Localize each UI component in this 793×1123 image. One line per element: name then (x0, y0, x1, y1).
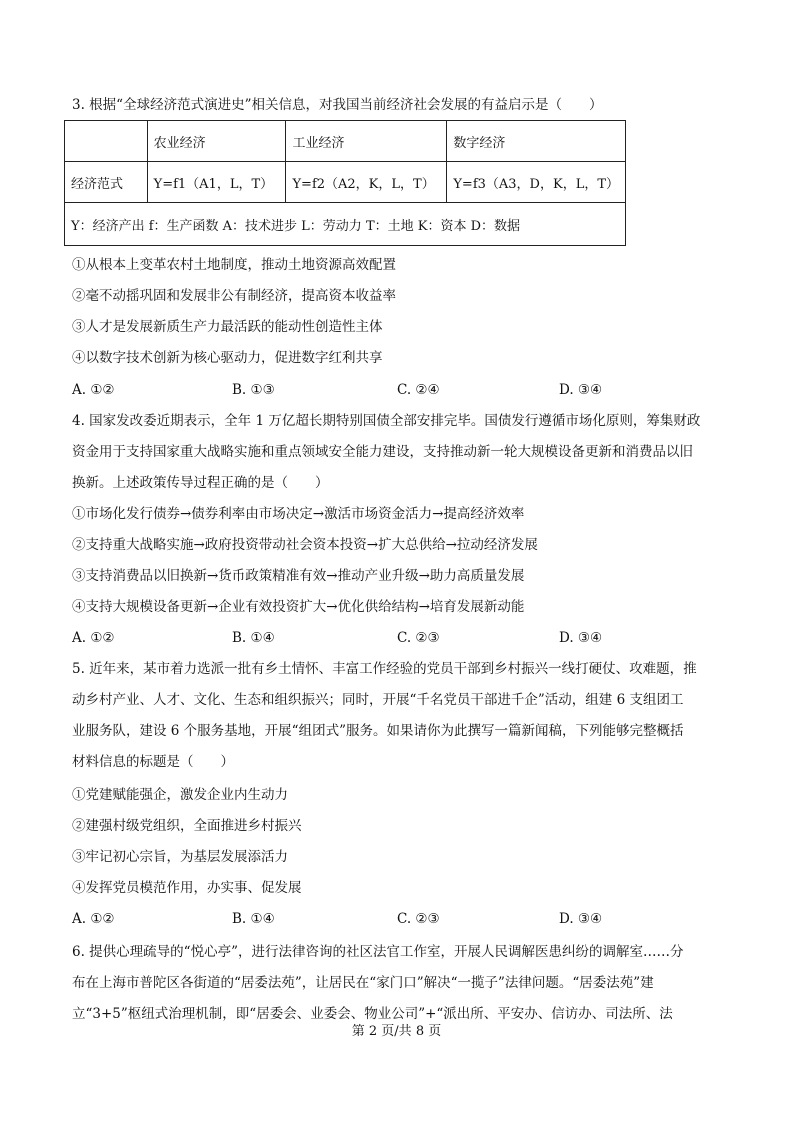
table-header-cell: 数字经济 (447, 121, 626, 162)
option-c[interactable]: C. ②④ (397, 382, 440, 398)
option-c[interactable]: C. ②③ (397, 630, 440, 646)
q3-item: ①从根本上变革农村土地制度，推动土地资源高效配置 (72, 257, 396, 273)
page-footer: 第 2 页/共 8 页 (351, 1024, 442, 1039)
q4-stem-line: 4. 国家发改委近期表示，全年 1 万亿超长期特别国债全部安排完毕。国债发行遵循市场化原则，筹集财政 (72, 413, 701, 429)
q3-item: ②毫不动摇巩固和发展非公有制经济，提高资本收益率 (72, 288, 396, 304)
q6-stem-line: 立“3+5”枢纽式治理机制，即“居委会、业委会、物业公司”+“派出所、平安办、信访办、司法所、法 (72, 1006, 673, 1022)
table-header-cell: 工业经济 (286, 121, 447, 162)
option-d[interactable]: D. ③④ (559, 911, 603, 927)
table-header-row (65, 121, 626, 162)
q5-stem-line: 动乡村产业、人才、文化、生态和组织振兴；同时，开展“千名党员干部进千企”活动，组建 6 支组团工 (72, 692, 684, 708)
q5-item: ④发挥党员模范作用，办实事、促发展 (72, 880, 302, 896)
q3-stem: 3. 根据“全球经济范式演进史”相关信息，对我国当前经济社会发展的有益启示是（ ） (72, 97, 603, 113)
q5-stem-line: 业服务队，建设 6 个服务基地，开展“组团式”服务。如果请你为此撰写一篇新闻稿，下列能够完整概括 (72, 723, 684, 739)
q3-item: ③人才是发展新质生产力最活跃的能动性创造性主体 (72, 319, 383, 335)
q4-item: ③支持消费品以旧换新→货币政策精准有效→推动产业升级→助力高质量发展 (72, 568, 525, 584)
q5-stem-line: 5. 近年来，某市着力选派一批有乡土情怀、丰富工作经验的党员干部到乡村振兴一线打硬仗、攻难题，推 (72, 661, 697, 677)
economy-paradigm-table (64, 120, 626, 246)
q3-item: ④以数字技术创新为核心驱动力，促进数字红利共享 (72, 350, 383, 366)
q5-stem-line: 材料信息的标题是（ ） (72, 754, 234, 770)
table-row-label: 经济范式 (65, 162, 148, 203)
q4-item: ④支持大规模设备更新→企业有效投资扩大→优化供给结构→培育发展新动能 (72, 599, 525, 615)
q3-options (72, 380, 632, 400)
option-d[interactable]: D. ③④ (559, 382, 603, 398)
option-a[interactable]: A. ①② (72, 630, 115, 646)
table-legend-row (65, 203, 626, 246)
table-header-cell (65, 121, 148, 162)
option-d[interactable]: D. ③④ (559, 630, 603, 646)
q6-stem-line: 布在上海市普陀区各街道的“居委法苑”，让居民在“家门口”解决“一揽子”法律问题。“居委法苑”建 (72, 975, 654, 991)
q5-options (72, 909, 632, 929)
option-b[interactable]: B. ①④ (232, 630, 275, 646)
option-a[interactable]: A. ①② (72, 911, 115, 927)
table-row (65, 162, 626, 203)
q4-item: ②支持重大战略实施→政府投资带动社会资本投资→扩大总供给→拉动经济发展 (72, 537, 538, 553)
q5-item: ①党建赋能强企，激发企业内生动力 (72, 787, 288, 803)
q6-stem-line: 6. 提供心理疏导的“悦心亭”，进行法律咨询的社区法官工作室，开展人民调解医患纠纷的调解室……分 (72, 944, 684, 960)
option-b[interactable]: B. ①④ (232, 911, 275, 927)
q4-stem-line: 换新。上述政策传导过程正确的是（ ） (72, 475, 329, 491)
q5-item: ③牢记初心宗旨，为基层发展添活力 (72, 849, 288, 865)
q4-options (72, 628, 632, 648)
table-cell: Y=f3（A3，D，K，L，T） (447, 162, 626, 203)
table-cell: Y=f2（A2，K，L，T） (286, 162, 447, 203)
option-b[interactable]: B. ①③ (232, 382, 275, 398)
option-a[interactable]: A. ①② (72, 382, 115, 398)
q4-stem-line: 资金用于支持国家重大战略实施和重点领域安全能力建设，支持推动新一轮大规模设备更新和消费品以旧 (72, 444, 693, 460)
table-cell: Y=f1（A1，L，T） (147, 162, 286, 203)
table-legend: Y：经济产出 f：生产函数 A：技术进步 L：劳动力 T：土地 K：资本 D：数据 (65, 203, 626, 246)
table-header-cell: 农业经济 (147, 121, 286, 162)
option-c[interactable]: C. ②③ (397, 911, 440, 927)
q5-item: ②建强村级党组织，全面推进乡村振兴 (72, 818, 302, 834)
q4-item: ①市场化发行债券→债券利率由市场决定→激活市场资金活力→提高经济效率 (72, 506, 525, 522)
